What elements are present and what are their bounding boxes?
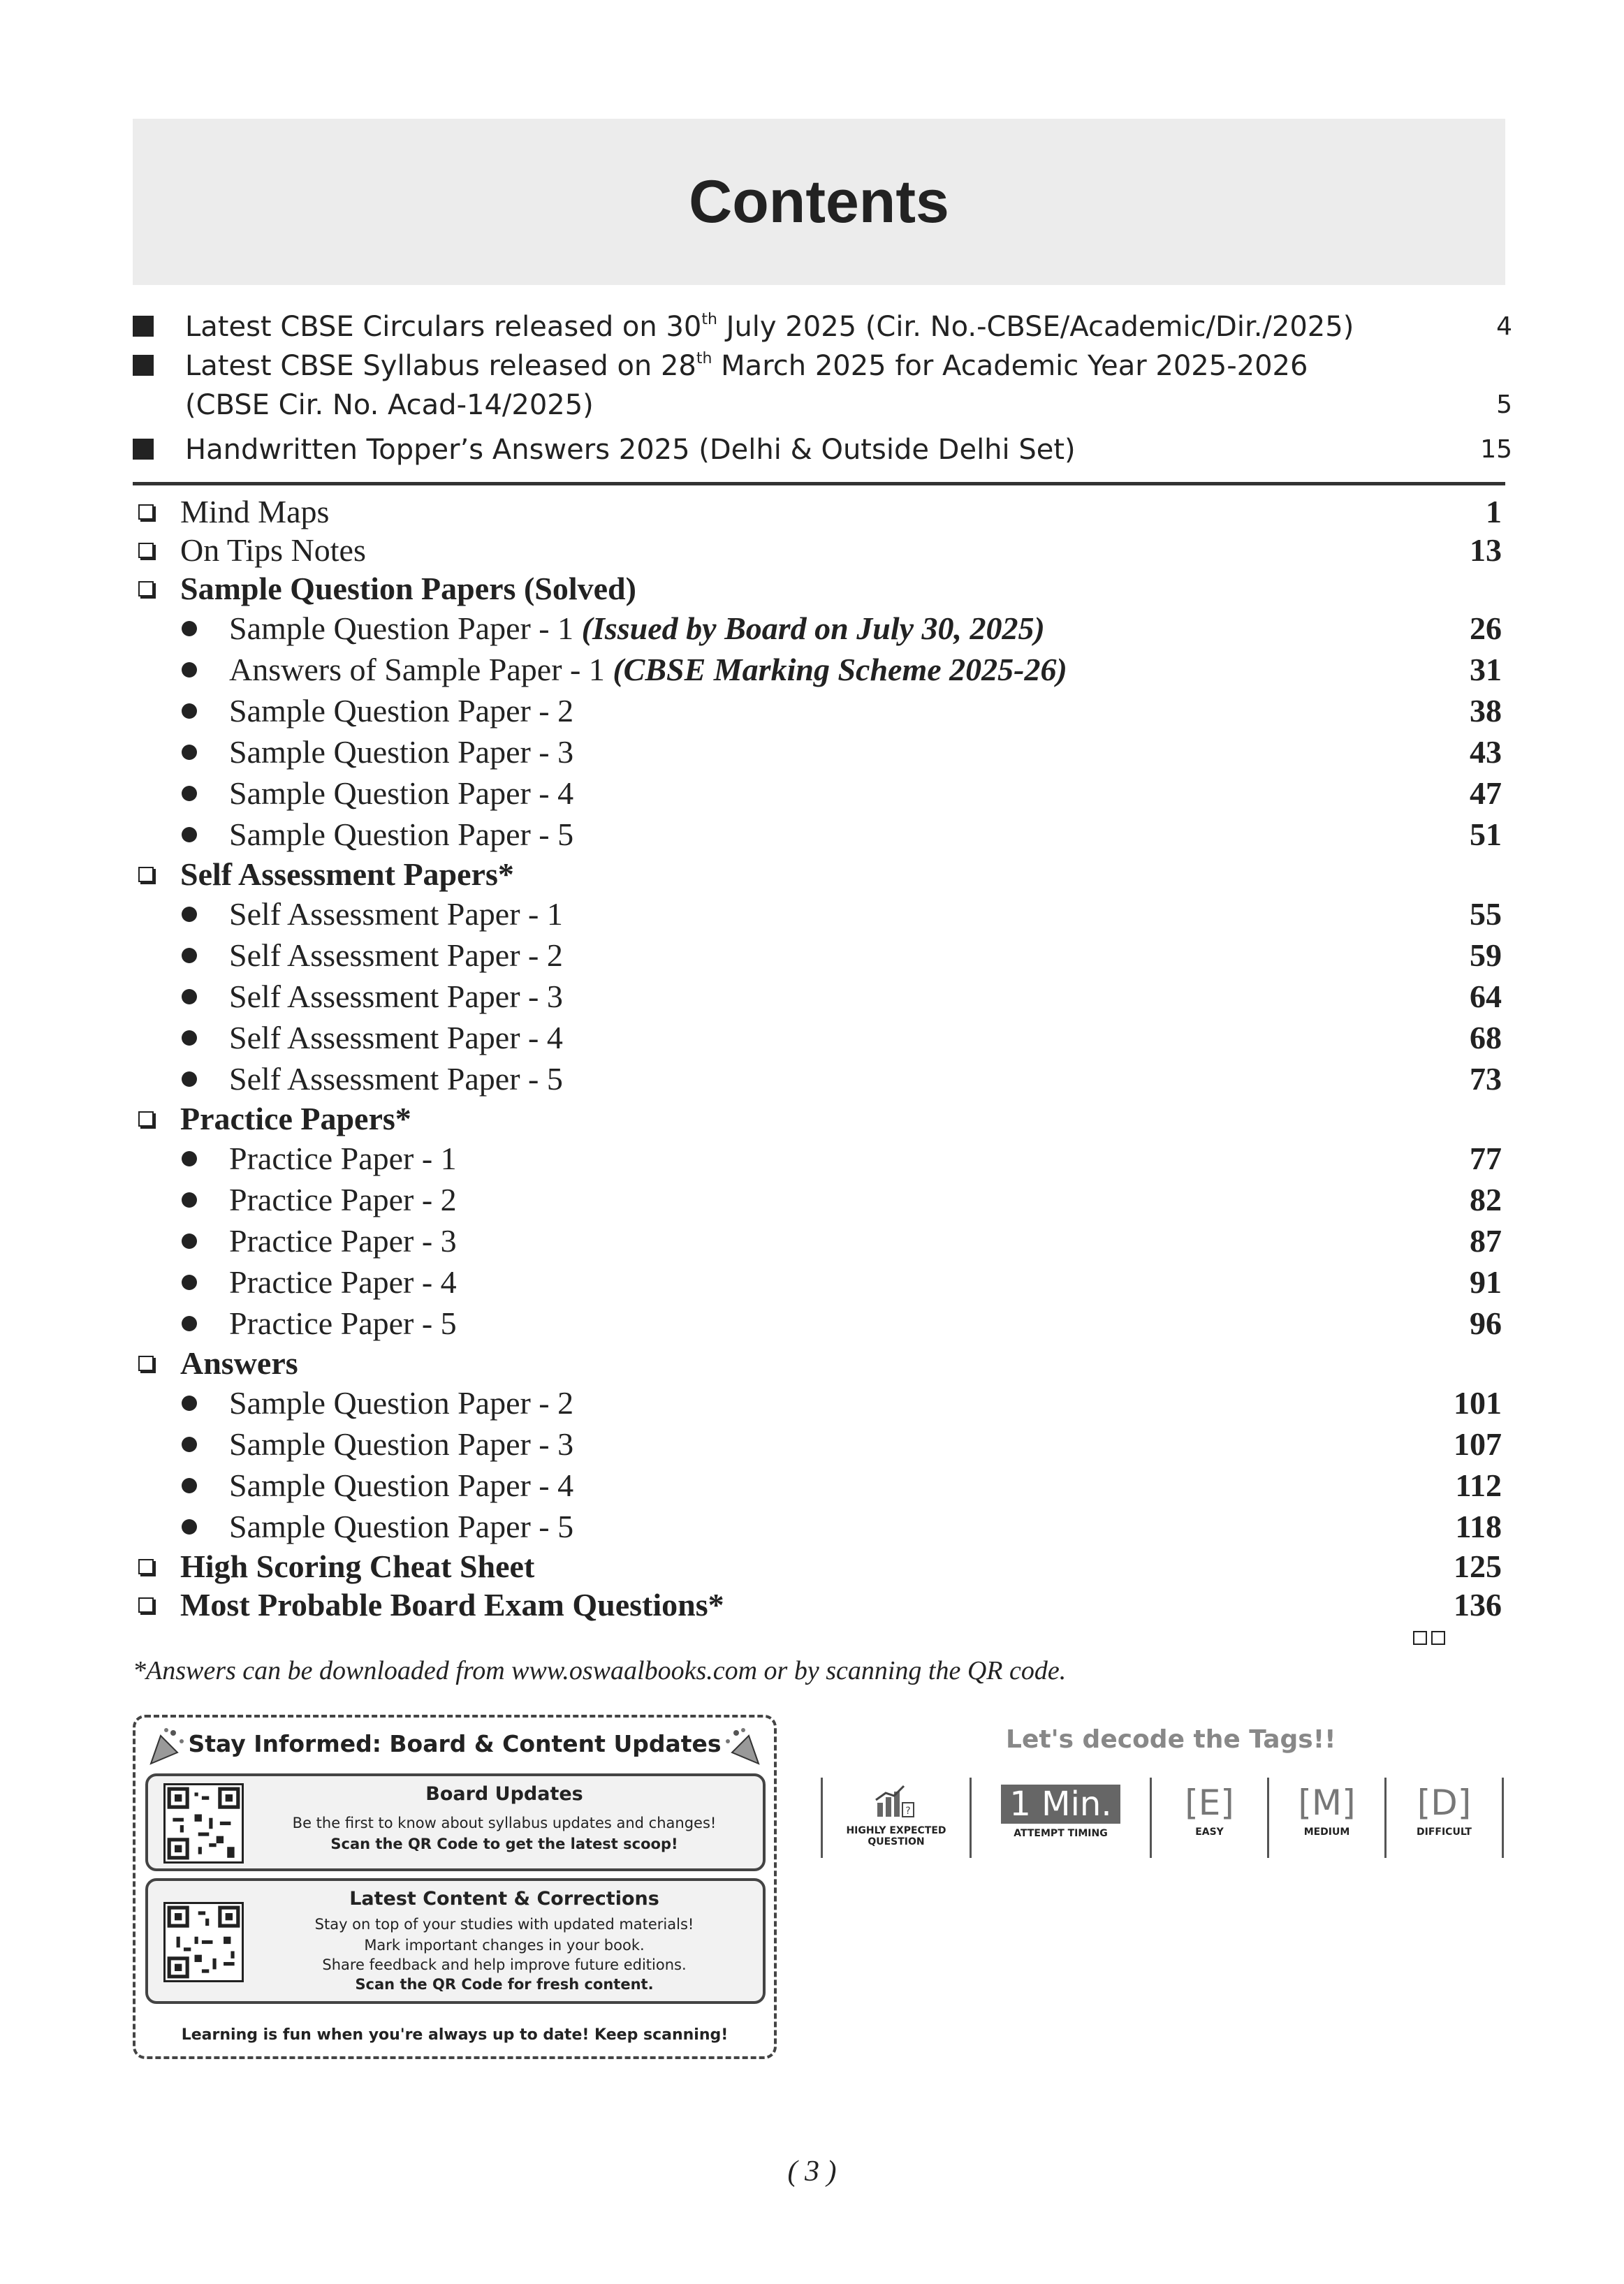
toc-label bbox=[229, 692, 1418, 729]
tag-highly-expected bbox=[821, 1778, 970, 1858]
toc-page-number: 1 bbox=[1486, 494, 1502, 529]
toc-label bbox=[229, 1264, 1418, 1301]
toc-label-text: Practice Papers* bbox=[180, 1101, 411, 1136]
toc-page-number: 125 bbox=[1454, 1549, 1502, 1584]
svg-text:?: ? bbox=[905, 1806, 911, 1817]
dot-bullet-icon bbox=[182, 1233, 197, 1249]
toc-label-text: Mind Maps bbox=[180, 494, 330, 529]
page-number: ( 3 ) bbox=[787, 2155, 837, 2188]
toc-label-text: Sample Question Papers (Solved) bbox=[180, 571, 636, 606]
tag-caption: MEDIUM bbox=[1303, 1827, 1350, 1838]
checkbox-bullet-icon bbox=[138, 1559, 154, 1574]
toc-entry-row[interactable] bbox=[133, 1423, 1502, 1465]
updates-panel bbox=[133, 1715, 777, 2059]
dot-bullet-icon bbox=[182, 1437, 197, 1452]
toc-label-note: (CBSE Marking Scheme 2025-26) bbox=[613, 652, 1067, 687]
tag-caption: ATTEMPT TIMING bbox=[1014, 1828, 1108, 1839]
toc-label-text: Self Assessment Paper - 5 bbox=[229, 1061, 563, 1097]
chart-icon bbox=[872, 1782, 921, 1821]
toc-page-number: 26 bbox=[1470, 610, 1502, 646]
toc-label bbox=[180, 570, 1418, 607]
checkbox-bullet-icon bbox=[138, 1356, 154, 1371]
dot-bullet-icon bbox=[182, 1030, 197, 1046]
toc-entry-row[interactable] bbox=[133, 690, 1502, 731]
toc-entry-row[interactable] bbox=[133, 1261, 1502, 1303]
toc-label-text: Self Assessment Paper - 1 bbox=[229, 896, 563, 932]
toc-label bbox=[180, 1100, 1418, 1137]
toc-label bbox=[180, 532, 1418, 569]
toc-entry-row[interactable] bbox=[133, 893, 1502, 935]
toc-entry-row[interactable] bbox=[133, 1220, 1502, 1261]
contents-header bbox=[133, 119, 1505, 285]
square-bullet-icon bbox=[133, 316, 154, 337]
toc-label-text: Self Assessment Paper - 4 bbox=[229, 1020, 563, 1055]
toc-entry-row[interactable] bbox=[133, 1303, 1502, 1344]
toc-entry-row[interactable] bbox=[133, 814, 1502, 855]
tag-value: [D] bbox=[1417, 1782, 1472, 1823]
square-bullet-icon bbox=[133, 439, 154, 460]
page-title: Contents bbox=[689, 168, 949, 235]
toc-page-number: 112 bbox=[1455, 1467, 1502, 1503]
toc-entry-row[interactable] bbox=[133, 1138, 1502, 1179]
dot-bullet-icon bbox=[182, 1275, 197, 1290]
dot-bullet-icon bbox=[182, 786, 197, 801]
toc-label bbox=[229, 1222, 1418, 1259]
toc-label-text: Sample Question Paper - 1 bbox=[229, 610, 582, 646]
toc-label-text: Sample Question Paper - 4 bbox=[229, 1467, 574, 1503]
tag-easy bbox=[1150, 1778, 1267, 1858]
content-corrections-title: Latest Content & Corrections bbox=[349, 1888, 659, 1910]
tag-value: [E] bbox=[1185, 1782, 1234, 1823]
dot-bullet-icon bbox=[182, 1192, 197, 1208]
party-popper-icon bbox=[722, 1726, 764, 1768]
end-marker-icon bbox=[1413, 1631, 1445, 1645]
toc-label bbox=[229, 733, 1418, 770]
toc-label-text: Sample Question Paper - 3 bbox=[229, 1426, 574, 1462]
toc-page-number: 87 bbox=[1470, 1223, 1502, 1259]
panel-footer: Learning is fun when you're always up to date! Keep scanning! bbox=[181, 2026, 729, 2044]
toc-section-row[interactable] bbox=[133, 1547, 1502, 1586]
dot-bullet-icon bbox=[182, 907, 197, 922]
dot-bullet-icon bbox=[182, 662, 197, 678]
toc-label-text: Practice Paper - 4 bbox=[229, 1264, 457, 1300]
board-updates-line: Be the first to know about syllabus updates and changes! bbox=[292, 1815, 717, 1831]
checkbox-bullet-icon bbox=[138, 1597, 154, 1613]
toc-label-note: (Issued by Board on July 30, 2025) bbox=[581, 610, 1045, 646]
top-item-text: Latest CBSE Circulars released on 30 bbox=[185, 311, 702, 343]
content-corrections-line: Stay on top of your studies with updated materials! bbox=[314, 1916, 694, 1933]
tag-caption: DIFFICULT bbox=[1417, 1827, 1472, 1838]
ordinal-suffix: th bbox=[701, 311, 717, 329]
toc-label-text: Answers of Sample Paper - 1 bbox=[229, 652, 613, 687]
toc-label bbox=[229, 1305, 1418, 1342]
toc-label-text: Practice Paper - 5 bbox=[229, 1305, 457, 1341]
content-corrections-line: Scan the QR Code for fresh content. bbox=[355, 1976, 654, 1993]
toc-page-number: 13 bbox=[1470, 532, 1502, 568]
toc-page-number: 77 bbox=[1470, 1141, 1502, 1176]
toc-label bbox=[229, 651, 1418, 688]
toc-page-number: 68 bbox=[1470, 1020, 1502, 1055]
toc-entry-row[interactable] bbox=[133, 1382, 1502, 1423]
toc-label bbox=[229, 1384, 1418, 1421]
toc-section-row[interactable] bbox=[133, 492, 1502, 531]
top-items-list bbox=[133, 307, 1512, 469]
toc-label bbox=[229, 978, 1418, 1015]
toc-page-number: 118 bbox=[1455, 1509, 1502, 1544]
top-item-text: July 2025 (Cir. No.-CBSE/Academic/Dir./2025) bbox=[717, 311, 1354, 343]
top-item-text: Handwritten Topper’s Answers 2025 (Delhi & Outside Delhi Set) bbox=[185, 434, 1076, 466]
tag-caption: EASY bbox=[1195, 1827, 1224, 1838]
toc-label-text: Sample Question Paper - 2 bbox=[229, 693, 574, 729]
toc-label-text: Sample Question Paper - 5 bbox=[229, 1509, 574, 1544]
toc-label-text: Most Probable Board Exam Questions* bbox=[180, 1587, 724, 1623]
checkbox-bullet-icon bbox=[138, 504, 154, 520]
top-item-syllabus[interactable] bbox=[133, 346, 1512, 425]
toc-section-row[interactable] bbox=[133, 1099, 1502, 1138]
toc-label bbox=[229, 1140, 1418, 1177]
square-bullet-icon bbox=[133, 355, 154, 376]
toc-page-number: 82 bbox=[1470, 1182, 1502, 1217]
toc-label-text: Practice Paper - 1 bbox=[229, 1141, 457, 1176]
toc-label bbox=[180, 493, 1418, 530]
toc-page-number: 31 bbox=[1470, 652, 1502, 687]
ordinal-suffix: th bbox=[696, 350, 712, 368]
board-updates-title: Board Updates bbox=[425, 1783, 583, 1805]
checkbox-bullet-icon bbox=[138, 1111, 154, 1127]
toc-entry-row[interactable] bbox=[133, 935, 1502, 976]
toc-label-text: On Tips Notes bbox=[180, 532, 366, 568]
tags-legend bbox=[821, 1778, 1502, 1858]
toc-page-number: 107 bbox=[1454, 1426, 1502, 1462]
qr-code-icon[interactable] bbox=[163, 1902, 244, 1982]
toc-label-text: High Scoring Cheat Sheet bbox=[180, 1549, 535, 1584]
tag-value: [M] bbox=[1298, 1782, 1356, 1823]
toc-label-text: Self Assessment Papers* bbox=[180, 856, 514, 892]
toc-entry-row[interactable] bbox=[133, 976, 1502, 1017]
toc-label bbox=[229, 937, 1418, 974]
toc-label bbox=[229, 1508, 1418, 1545]
toc-entry-row[interactable] bbox=[133, 1058, 1502, 1099]
toc-label bbox=[180, 1586, 1418, 1623]
toc-page-number: 91 bbox=[1470, 1264, 1502, 1300]
toc-page-number: 73 bbox=[1470, 1061, 1502, 1097]
toc-entry-row[interactable] bbox=[133, 649, 1502, 690]
checkbox-bullet-icon bbox=[138, 867, 154, 882]
toc-page-number: 64 bbox=[1470, 979, 1502, 1014]
toc-entry-row[interactable] bbox=[133, 1465, 1502, 1506]
dot-bullet-icon bbox=[182, 948, 197, 963]
toc-entry-row[interactable] bbox=[133, 1179, 1502, 1220]
tag-caption: HIGHLY EXPECTED QUESTION bbox=[846, 1825, 946, 1847]
toc-section-row[interactable] bbox=[133, 1344, 1502, 1382]
toc-label-text: Sample Question Paper - 3 bbox=[229, 734, 574, 770]
content-corrections-line: Share feedback and help improve future editions. bbox=[322, 1956, 687, 1973]
tags-title: Let's decode the Tags!! bbox=[1006, 1725, 1336, 1754]
top-item-page: 15 bbox=[1480, 435, 1512, 464]
toc-page-number: 38 bbox=[1470, 693, 1502, 729]
dot-bullet-icon bbox=[182, 703, 197, 719]
dot-bullet-icon bbox=[182, 1396, 197, 1411]
tag-medium bbox=[1267, 1778, 1384, 1858]
toc-label bbox=[229, 1060, 1418, 1097]
toc-entry-row[interactable] bbox=[133, 773, 1502, 814]
dot-bullet-icon bbox=[182, 1151, 197, 1166]
board-updates-line: Scan the QR Code to get the latest scoop! bbox=[330, 1836, 678, 1852]
top-item-text-line2: (CBSE Cir. No. Acad-14/2025) bbox=[185, 389, 594, 421]
dot-bullet-icon bbox=[182, 827, 197, 842]
dot-bullet-icon bbox=[182, 1478, 197, 1493]
top-item-page: 4 bbox=[1496, 312, 1512, 341]
toc-label-text: Sample Question Paper - 2 bbox=[229, 1385, 574, 1421]
dot-bullet-icon bbox=[182, 1071, 197, 1087]
footnote: *Answers can be downloaded from www.oswaalbooks.com or by scanning the QR code. bbox=[133, 1656, 1067, 1685]
dot-bullet-icon bbox=[182, 1316, 197, 1331]
toc-label-text: Answers bbox=[180, 1345, 298, 1381]
toc-label bbox=[229, 1181, 1418, 1218]
toc-label bbox=[229, 1467, 1418, 1504]
tag-value: 1 Min. bbox=[1001, 1785, 1120, 1824]
toc-label-text: Sample Question Paper - 5 bbox=[229, 817, 574, 852]
toc-page-number: 51 bbox=[1470, 817, 1502, 852]
toc-section-row[interactable] bbox=[133, 1586, 1502, 1624]
dot-bullet-icon bbox=[182, 989, 197, 1004]
toc-section-row[interactable] bbox=[133, 531, 1502, 569]
top-item-topper-answers[interactable] bbox=[133, 430, 1512, 469]
top-item-text: March 2025 for Academic Year 2025-2026 bbox=[712, 350, 1308, 382]
toc-label-text: Sample Question Paper - 4 bbox=[229, 775, 574, 811]
toc-entry-row[interactable] bbox=[133, 1506, 1502, 1547]
toc-label bbox=[180, 1548, 1418, 1585]
toc-label bbox=[229, 895, 1418, 932]
divider bbox=[133, 482, 1505, 485]
top-item-text: Latest CBSE Syllabus released on 28 bbox=[185, 350, 696, 382]
toc-section-row[interactable] bbox=[133, 855, 1502, 893]
toc-label-text: Practice Paper - 2 bbox=[229, 1182, 457, 1217]
content-corrections-box bbox=[145, 1878, 766, 2004]
tag-difficult bbox=[1384, 1778, 1504, 1858]
qr-code-icon[interactable] bbox=[163, 1783, 244, 1864]
toc-page-number: 96 bbox=[1470, 1305, 1502, 1341]
content-corrections-line: Mark important changes in your book. bbox=[364, 1937, 645, 1954]
toc-label bbox=[180, 1345, 1418, 1382]
toc-label-text: Practice Paper - 3 bbox=[229, 1223, 457, 1259]
tag-attempt-timing bbox=[970, 1778, 1150, 1858]
toc-label bbox=[229, 775, 1418, 812]
dot-bullet-icon bbox=[182, 1519, 197, 1535]
toc-label-text: Self Assessment Paper - 3 bbox=[229, 979, 563, 1014]
toc-page-number: 101 bbox=[1454, 1385, 1502, 1421]
dot-bullet-icon bbox=[182, 745, 197, 760]
toc-entry-row[interactable] bbox=[133, 1017, 1502, 1058]
toc-label bbox=[229, 1426, 1418, 1463]
toc-label bbox=[229, 610, 1418, 647]
toc-page-number: 55 bbox=[1470, 896, 1502, 932]
board-updates-box bbox=[145, 1773, 766, 1871]
toc-entry-row[interactable] bbox=[133, 608, 1502, 649]
toc-page-number: 43 bbox=[1470, 734, 1502, 770]
table-of-contents bbox=[133, 492, 1502, 1624]
toc-label-text: Self Assessment Paper - 2 bbox=[229, 937, 563, 973]
dot-bullet-icon bbox=[182, 621, 197, 636]
panel-title: Stay Informed: Board & Content Updates bbox=[188, 1730, 722, 1757]
toc-section-row[interactable] bbox=[133, 569, 1502, 608]
toc-page-number: 136 bbox=[1454, 1587, 1502, 1623]
toc-label bbox=[229, 1019, 1418, 1056]
toc-label bbox=[180, 856, 1418, 893]
checkbox-bullet-icon bbox=[138, 543, 154, 558]
toc-entry-row[interactable] bbox=[133, 731, 1502, 773]
top-item-circulars[interactable] bbox=[133, 307, 1512, 346]
checkbox-bullet-icon bbox=[138, 581, 154, 596]
toc-page-number: 47 bbox=[1470, 775, 1502, 811]
top-item-page: 5 bbox=[1496, 390, 1512, 419]
toc-page-number: 59 bbox=[1470, 937, 1502, 973]
toc-label bbox=[229, 816, 1418, 853]
